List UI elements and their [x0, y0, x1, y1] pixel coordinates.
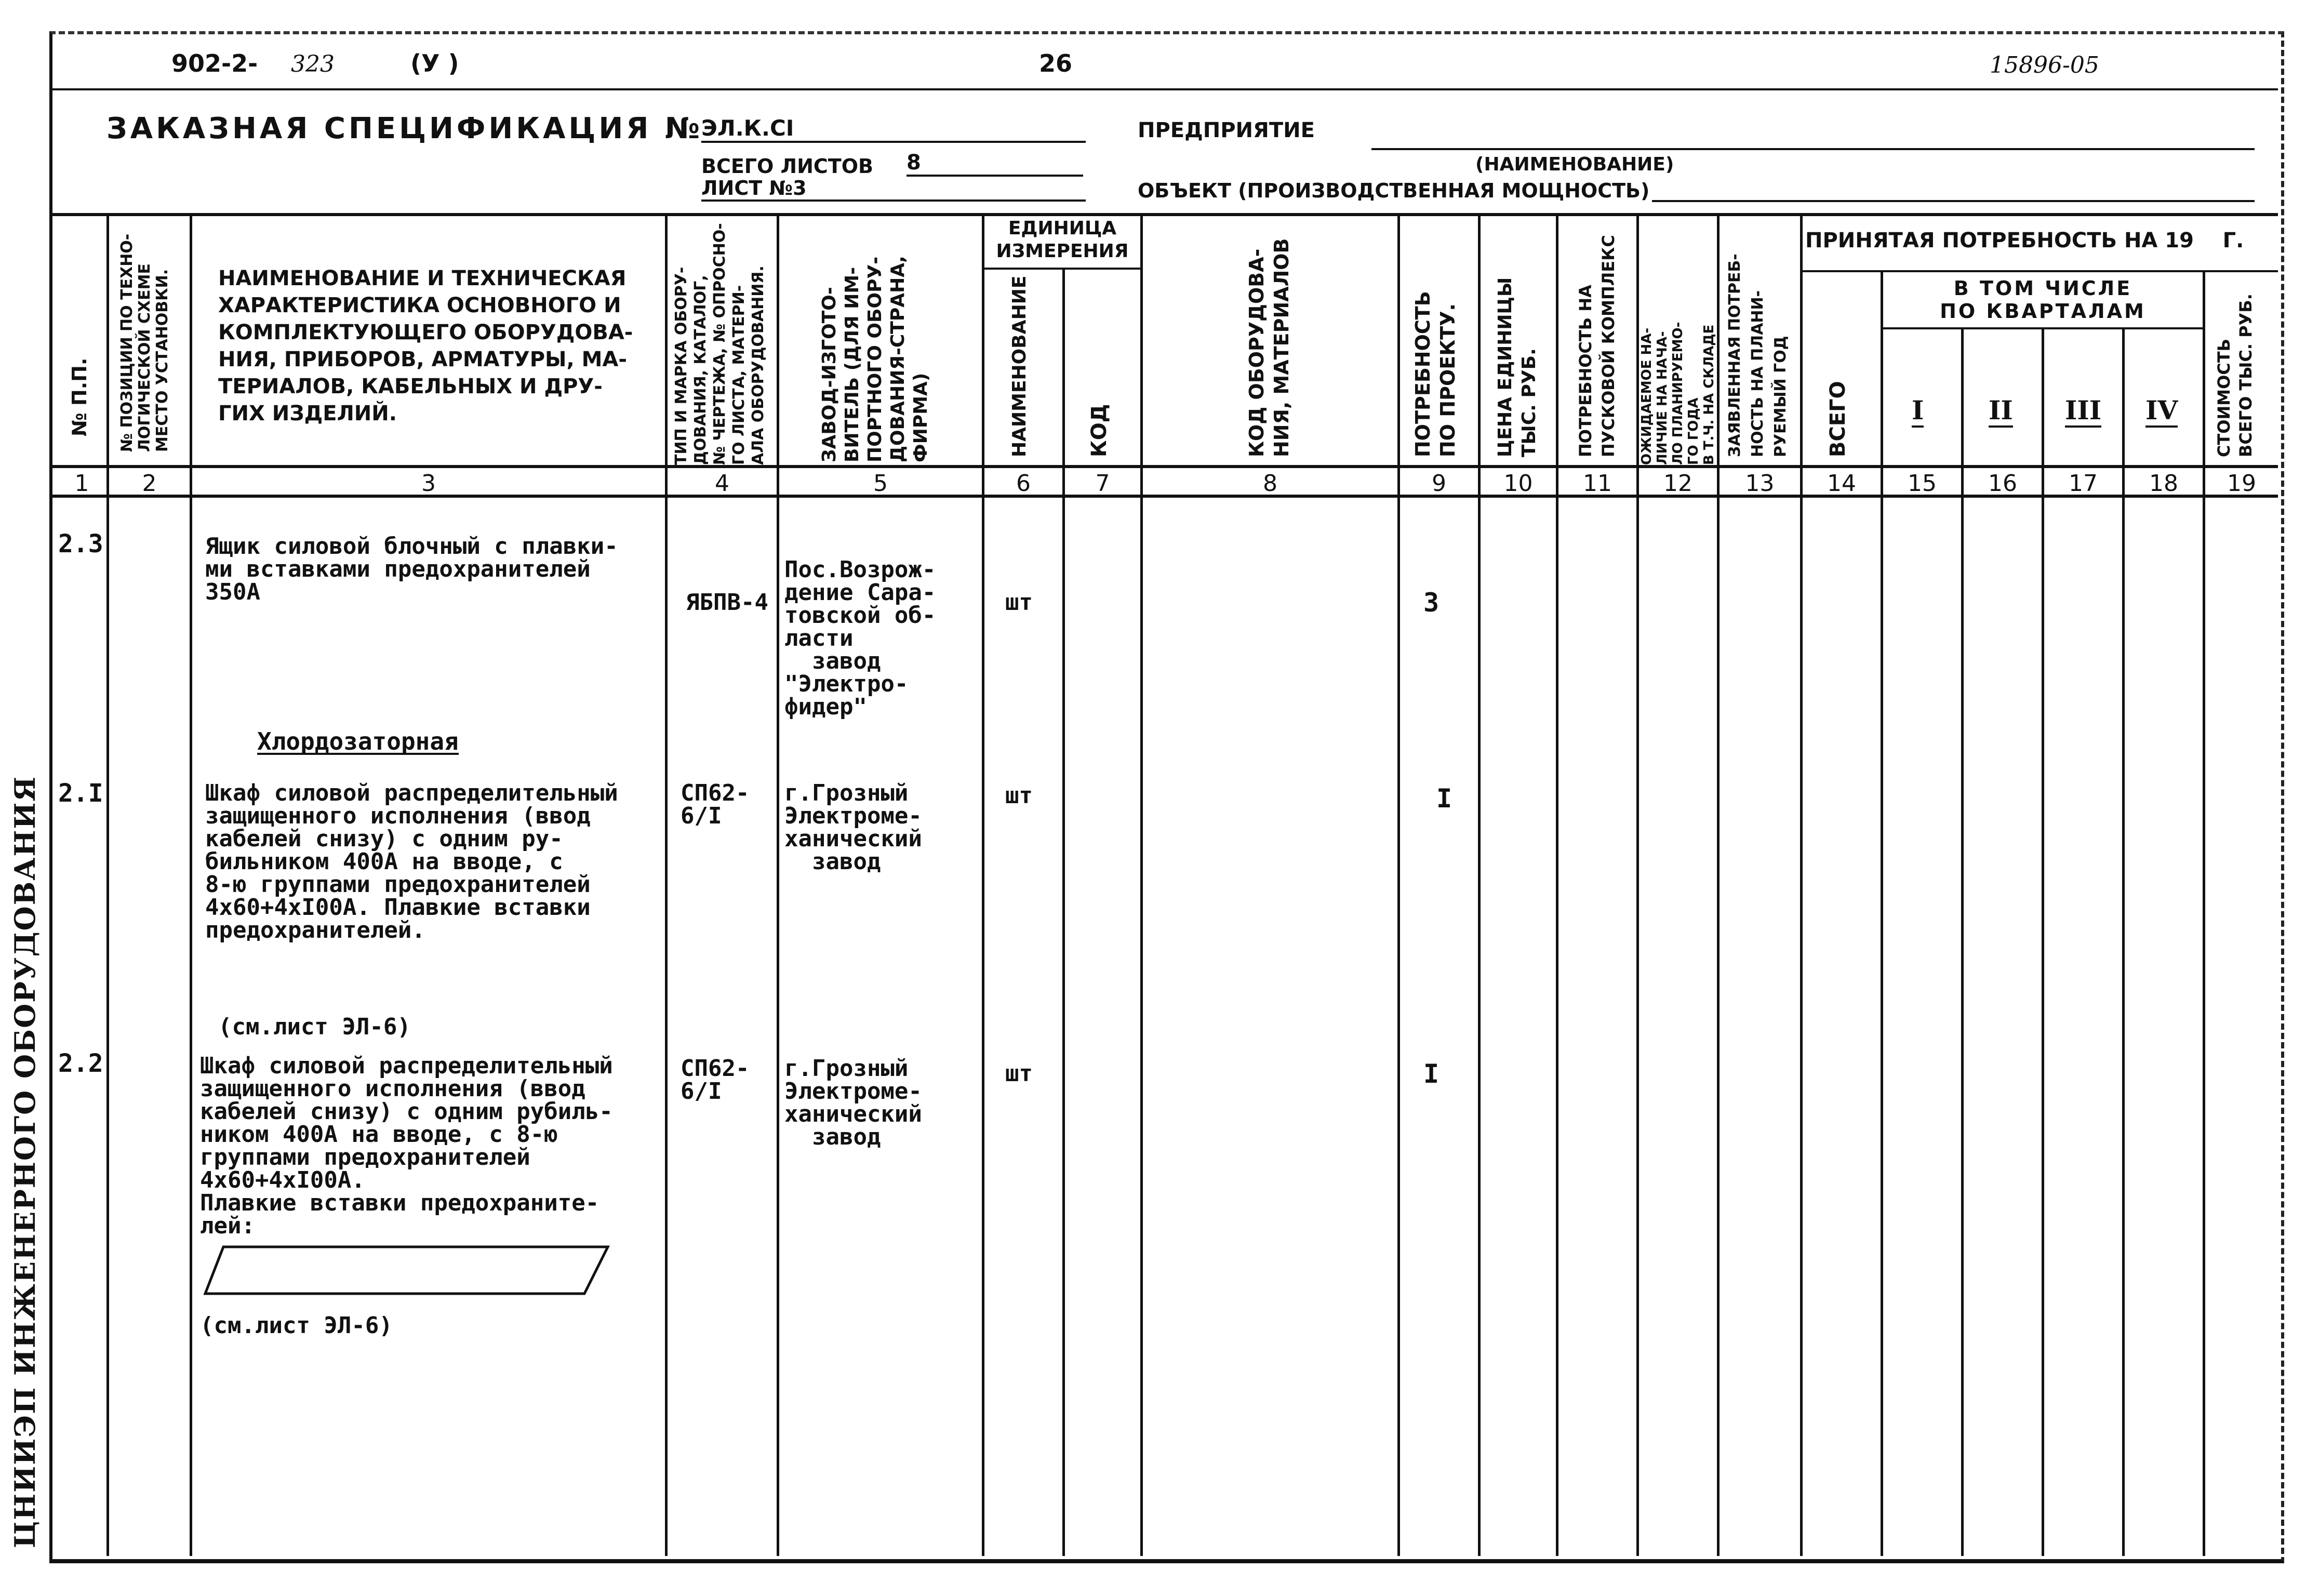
parallelogram-sketch [203, 1244, 618, 1301]
row-2-1-position: 2.I [58, 779, 103, 808]
header-top-line [52, 213, 2278, 216]
col-number-6: 6 [1016, 470, 1031, 497]
col-header-6: НАИМЕНОВАНИЕ [1009, 275, 1030, 457]
row-2-2-name: Шкаф силовой распределительный защищенного исполнения (ввод кабелей снизу) с одним рубиль- ником 400А на вводе, с 8-ю группами предохранителей 4х60+4хI00А. Плавкие вставки предохраните- лей: [200, 1053, 613, 1239]
col-header-6-group: ЕДИНИЦА ИЗМЕРЕНИЯ [996, 218, 1129, 262]
enterprise-hint: (НАИМЕНОВАНИЕ) [1475, 154, 1674, 175]
col-header-9: ПОТРЕБНОСТЬ ПО ПРОЕКТУ. [1411, 291, 1459, 457]
col-header-8: КОД ОБОРУДОВА- НИЯ, МАТЕРИАЛОВ [1245, 238, 1293, 457]
quarters-group-header: В ТОМ ЧИСЛЕ ПО КВАРТАЛАМ [1940, 277, 2146, 323]
accepted-group-line [1800, 270, 2278, 272]
col-number-3: 3 [421, 470, 436, 497]
project-code-handwritten: 323 [291, 51, 335, 77]
col-number-14: 14 [1827, 470, 1856, 497]
col-number-16: 16 [1988, 470, 2017, 497]
section-heading: Хлордозаторная [257, 727, 459, 755]
header-bottom-line [52, 465, 2278, 468]
col-number-18: 18 [2149, 470, 2178, 497]
quarter-2-header: II [1989, 395, 2013, 428]
col-header-19: СТОИМОСТЬ ВСЕГО ТЫС. РУБ. [2214, 294, 2256, 457]
col-number-7: 7 [1095, 470, 1110, 497]
col-number-15: 15 [1908, 470, 1937, 497]
page-number: 26 [1039, 49, 1073, 77]
col-number-8: 8 [1263, 470, 1277, 497]
col-header-1: № П.П. [68, 357, 91, 436]
project-code: 902-2- [171, 49, 258, 77]
col-number-9: 9 [1432, 470, 1446, 497]
col-number-13: 13 [1745, 470, 1775, 497]
col-line-2 [190, 213, 192, 1556]
col-header-11: ПОТРЕБНОСТЬ НА ПУСКОВОЙ КОМПЛЕКС [1576, 235, 1618, 457]
sheets-total-label: ВСЕГО ЛИСТОВ [701, 155, 873, 178]
col-header-4: ТИП И МАРКА ОБОРУ- ДОВАНИЯ, КАТАЛОГ, № ЧЕРТЕЖА, № ОПРОСНО- ГО ЛИСТА, МАТЕРИ- АЛА ОБОРУДОВАНИЯ. [672, 223, 767, 465]
col-line-8 [1397, 213, 1400, 1556]
unit-group-line [982, 268, 1140, 270]
col-line-3 [665, 213, 668, 1556]
object-label: ОБЪЕКТ (ПРОИЗВОДСТВЕННАЯ МОЩНОСТЬ) [1138, 179, 1650, 202]
row-2-3-qty: 3 [1423, 588, 1440, 618]
col-line-9 [1478, 213, 1481, 1556]
col-number-5: 5 [873, 470, 888, 497]
row-2-3-name: Ящик силовой блочный с плавки- ми вставками предохранителей 350А [205, 533, 618, 605]
col-line-18 [2203, 270, 2205, 1556]
spec-title: ЗАКАЗНАЯ СПЕЦИФИКАЦИЯ № [106, 112, 703, 145]
col-header-14: ВСЕГО [1826, 381, 1850, 457]
col-line-4 [777, 213, 779, 1556]
col-header-10: ЦЕНА ЕДИНИЦЫ ТЫС. РУБ. [1495, 277, 1540, 457]
col-number-12: 12 [1663, 470, 1692, 497]
col-number-4: 4 [715, 470, 729, 497]
col-line-5 [982, 213, 984, 1556]
col-number-1: 1 [74, 470, 89, 497]
row-2-1-qty: I [1436, 783, 1452, 814]
col-line-12 [1717, 213, 1720, 1556]
organization-side-label: ЦНИИЭП ИНЖЕНЕРНОГО ОБОРУДОВАНИЯ [8, 776, 42, 1548]
col-header-13: ЗАЯВЛЕННАЯ ПОТРЕБ- НОСТЬ НА ПЛАНИ- РУЕМЫЙ ГОД [1726, 254, 1790, 457]
row-2-2-qty: I [1423, 1059, 1440, 1089]
enterprise-line [1371, 148, 2255, 150]
quarter-4-header: IV [2145, 395, 2178, 428]
col-number-11: 11 [1583, 470, 1612, 497]
col-number-17: 17 [2069, 470, 2098, 497]
col-number-10: 10 [1503, 470, 1533, 497]
row-2-1-unit: шт [1005, 782, 1033, 809]
row-2-2-position: 2.2 [58, 1049, 103, 1078]
col-line-16 [2042, 327, 2044, 1556]
col-line-14 [1881, 270, 1883, 1556]
col-header-7: КОД [1087, 404, 1111, 457]
quarter-3-header: III [2065, 395, 2101, 428]
col-line-6 [1062, 268, 1065, 1556]
row-2-2-type: СП62- 6/I [681, 1055, 750, 1105]
col-line-15 [1961, 327, 1964, 1556]
row-2-3-type: ЯБПВ-4 [686, 589, 768, 616]
row-2-2-note: (см.лист ЭЛ-6) [200, 1312, 393, 1339]
row-2-1-name: Шкаф силовой распределительный защищенного исполнения (ввод кабелей снизу) с одним ру- бильником 400А на вводе, с 8-ю группами предохранителей 4х60+4хI00А. Плавкие вставки предохранителей. [205, 780, 618, 943]
col-number-19: 19 [2227, 470, 2256, 497]
top-divider [52, 88, 2278, 90]
row-2-2-maker: г.Грозный Электроме- ханический завод [784, 1055, 922, 1150]
enterprise-label: ПРЕДПРИЯТИЕ [1138, 118, 1315, 142]
col-line-7 [1140, 213, 1143, 1556]
row-2-3-position: 2.3 [58, 529, 103, 558]
object-line [1652, 200, 2255, 202]
col-header-3: НАИМЕНОВАНИЕ И ТЕХНИЧЕСКАЯ ХАРАКТЕРИСТИКА ОСНОВНОГО И КОМПЛЕКТУЮЩЕГО ОБОРУДОВА- НИЯ, ПРИБОРОВ, АРМАТУРЫ, МА- ТЕРИАЛОВ, КАБЕЛЬНЫХ И ДРУ- ГИХ ИЗДЕЛИЙ. [218, 267, 633, 425]
row-2-3-maker: Пос.Возрож- дение Сара- товской об- ласти завод "Электро- фидер" [784, 556, 936, 720]
row-2-1-note: (см.лист ЭЛ-6) [218, 1014, 411, 1040]
sheets-total-value: 8 [907, 151, 1083, 177]
variant-mark: (У ) [410, 49, 459, 77]
col-header-2: № ПОЗИЦИИ ПО ТЕХНО- ЛОГИЧЕСКОЙ СХЕМЕ МЕСТО УСТАНОВКИ. [118, 233, 171, 452]
col-number-2: 2 [142, 470, 157, 497]
row-2-3-unit: шт [1005, 589, 1033, 616]
sheet-number: ЛИСТ №3 [701, 177, 1086, 202]
document-number: 15896-05 [1990, 52, 2099, 78]
col-header-5: ЗАВОД-ИЗГОТО- ВИТЕЛЬ (ДЛЯ ИМ- ПОРТНОГО ОБОРУ- ДОВАНИЯ-СТРАНА, ФИРМА) [819, 256, 931, 462]
row-2-1-type: СП62- 6/I [681, 780, 750, 829]
row-2-2-unit: шт [1005, 1060, 1033, 1087]
row-2-1-maker: г.Грозный Электроме- ханический завод [784, 780, 922, 875]
col-line-17 [2122, 327, 2125, 1556]
spec-number: ЭЛ.К.СI [701, 115, 1086, 143]
col-header-12: ОЖИДАЕМОЕ НА- ЛИЧИЕ НА НАЧА- ЛО ПЛАНИРУЕМО- ГО ГОДА В Т.Ч. НА СКЛАДЕ [1639, 322, 1717, 465]
col-line-13 [1800, 213, 1803, 1556]
col-line-10 [1556, 213, 1558, 1556]
quarter-1-header: I [1912, 395, 1924, 428]
accepted-group-header: ПРИНЯТАЯ ПОТРЕБНОСТЬ НА 19 Г. [1805, 229, 2244, 252]
col-line-1 [106, 213, 109, 1556]
